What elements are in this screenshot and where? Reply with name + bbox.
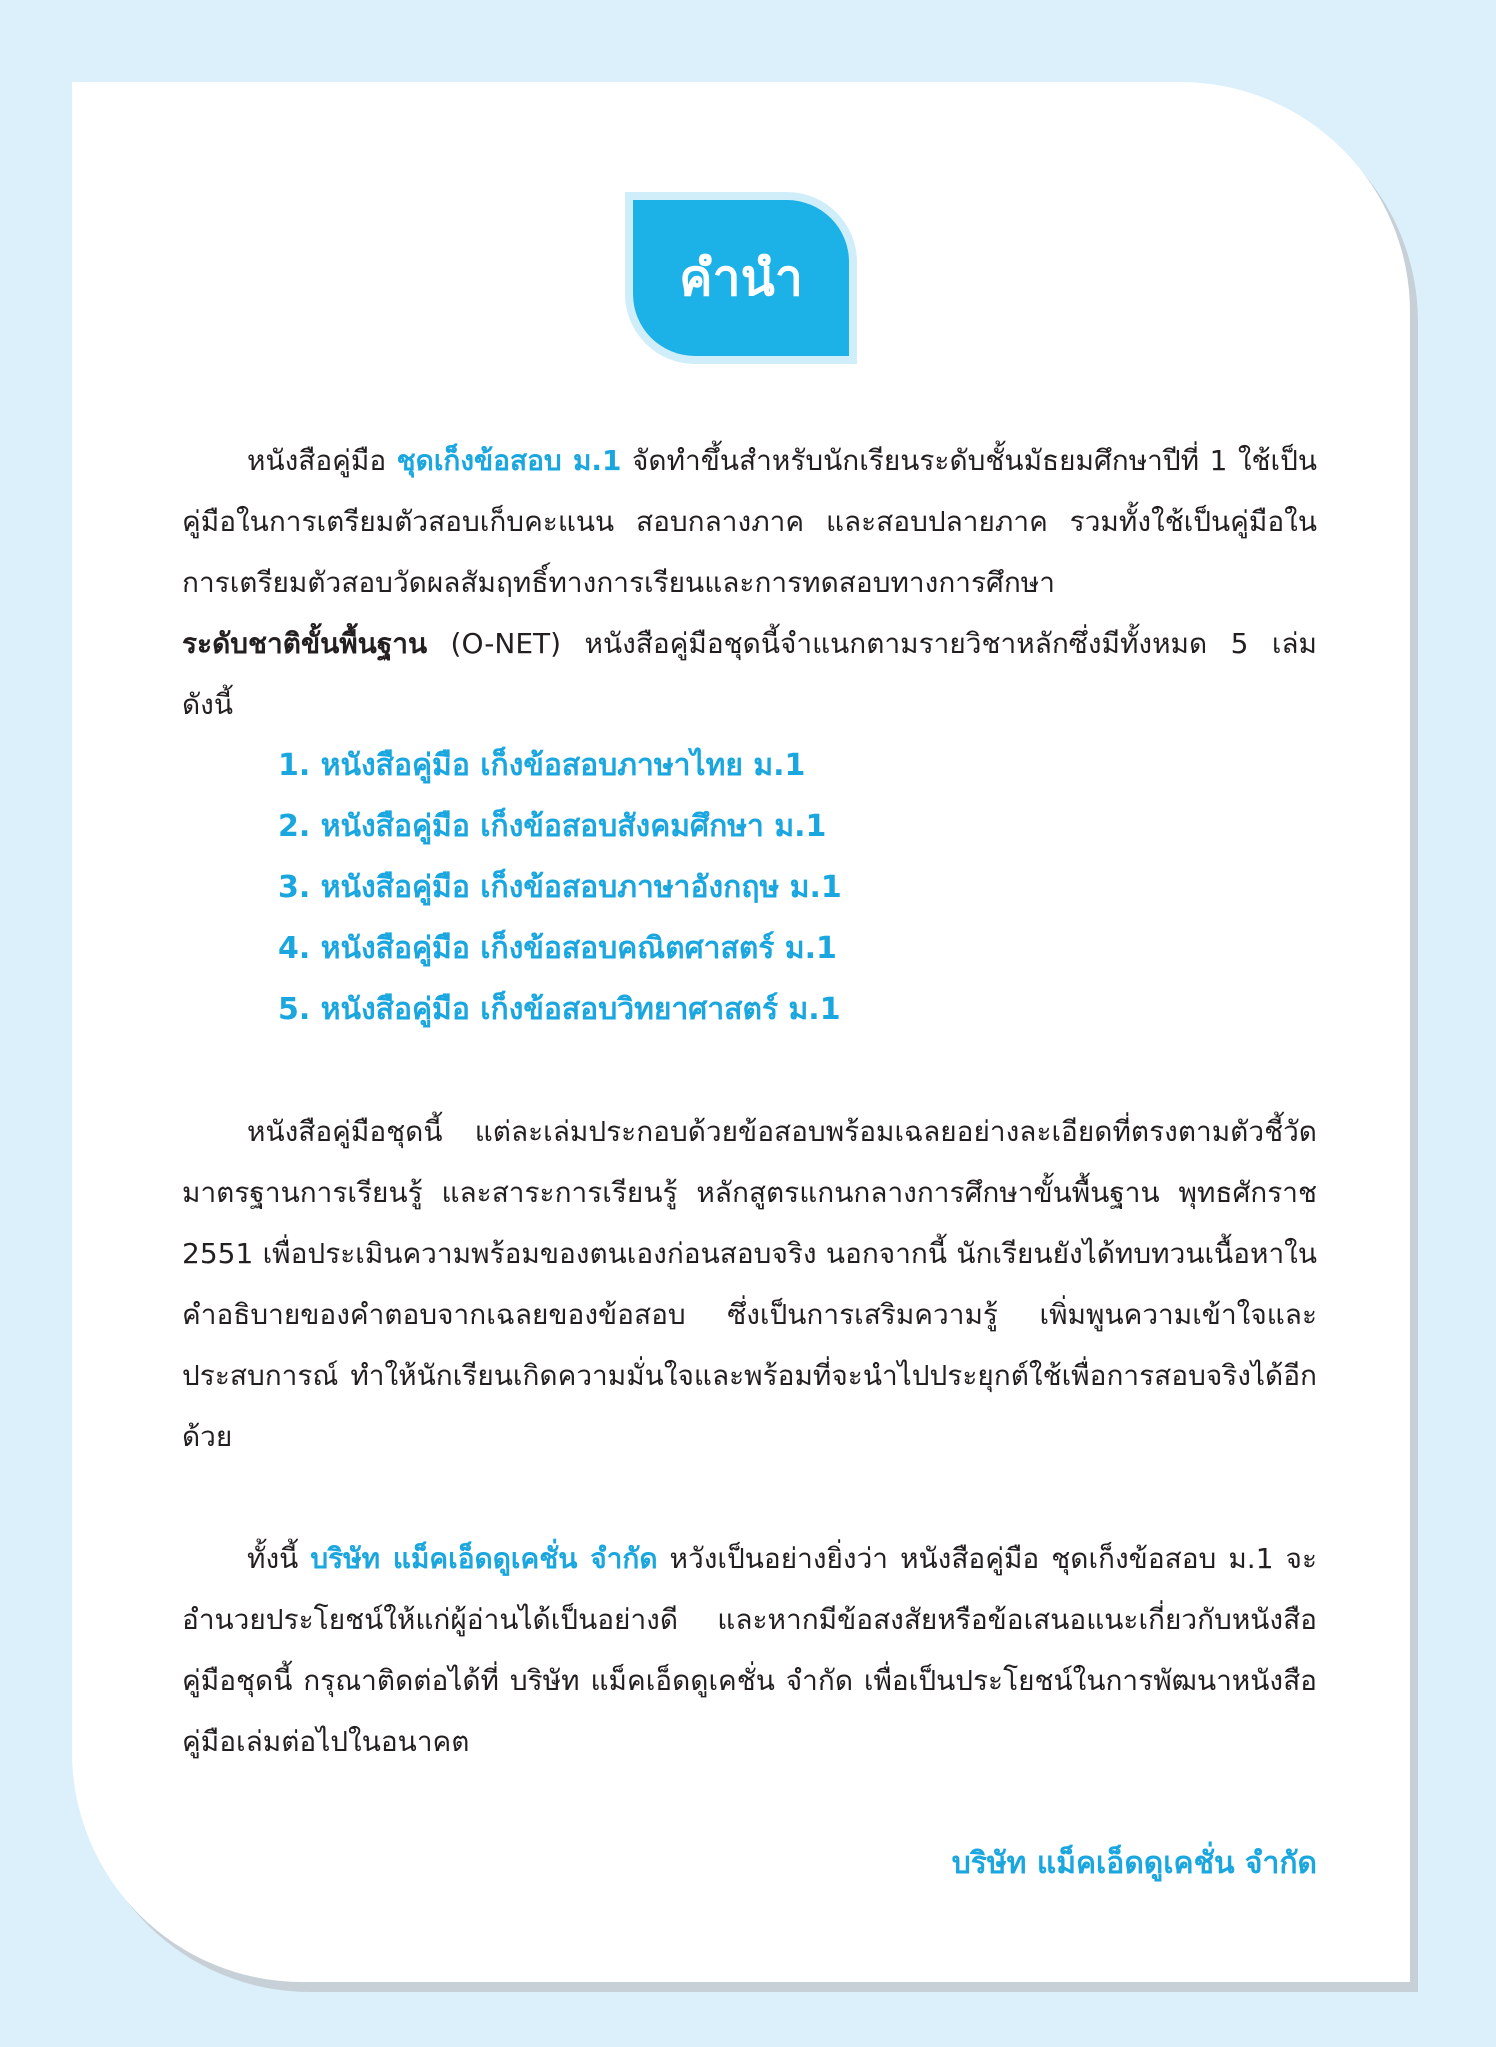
intro-paragraph bbox=[182, 430, 1317, 735]
book-list-item: 3. หนังสือคู่มือ เก็งข้อสอบภาษาอังกฤษ ม.1 bbox=[278, 870, 842, 905]
book-list bbox=[182, 735, 1317, 1040]
spacer bbox=[182, 1467, 1317, 1528]
company-name: บริษัท แม็คเอ็ดดูเคชั่น จำกัด bbox=[310, 1542, 658, 1575]
preface-body bbox=[182, 430, 1317, 1894]
intro-tail: (O-NET) หนังสือคู่มือชุดนี้จำแนกตามรายวิชาหลักซึ่งมีทั้งหมด 5 เล่ม ดังนี้ bbox=[182, 627, 1317, 721]
spacer bbox=[182, 1772, 1317, 1833]
heading-badge bbox=[625, 192, 857, 364]
onet-label: ระดับชาติขั้นพื้นฐาน bbox=[182, 627, 428, 660]
book-list-item: 2. หนังสือคู่มือ เก็งข้อสอบสังคมศึกษา ม.1 bbox=[278, 809, 827, 844]
book-list-item: 1. หนังสือคู่มือ เก็งข้อสอบภาษาไทย ม.1 bbox=[278, 748, 806, 783]
signature: บริษัท แม็คเอ็ดดูเคชั่น จำกัด bbox=[951, 1846, 1317, 1881]
content-paragraph: หนังสือคู่มือชุดนี้ แต่ละเล่มประกอบด้วยข้อสอบพร้อมเฉลยอย่างละเอียดที่ตรงตามตัวชี้วัด มาตรฐานการเรียนรู้ และสาระการเรียนรู้ หลักสูตรแกนกลางการศึกษาขั้นพื้นฐาน พุทธศักราช 2551 เพื่อประเมินความพร้อมของตนเองก่อนสอบจริง นอกจากนี้ นักเรียนยังได้ทบทวนเนื้อหาในคำอธิบายของคำตอบจากเฉลยของข้อสอบ ซึ่งเป็นการเสริมความรู้ เพิ่มพูนความเข้าใจและประสบการณ์ ทำให้นักเรียนเกิดความมั่นใจและพร้อมที่จะนำไปประยุกต์ใช้เพื่อการสอบจริงได้อีกด้วย bbox=[182, 1115, 1317, 1453]
book-list-item: 4. หนังสือคู่มือ เก็งข้อสอบคณิตศาสตร์ ม.1 bbox=[278, 931, 837, 966]
closing-tail: หวังเป็นอย่างยิ่งว่า หนังสือคู่มือ ชุดเก็งข้อสอบ ม.1 จะอำนวยประโยชน์ให้แก่ผู้อ่านได้เป็นอย่างดี และหากมีข้อสงสัยหรือข้อเสนอแนะเกี่ยวกับหนังสือคู่มือชุดนี้ กรุณาติดต่อได้ที่ บริษัท แม็คเอ็ดดูเคชั่น จำกัด เพื่อเป็นประโยชน์ในการพัฒนาหนังสือคู่มือเล่มต่อไปในอนาคต bbox=[182, 1542, 1318, 1758]
closing-paragraph bbox=[182, 1528, 1317, 1772]
closing-lead: ทั้งนี้ bbox=[247, 1542, 311, 1575]
intro-lead: หนังสือคู่มือ bbox=[247, 444, 397, 477]
series-name: ชุดเก็งข้อสอบ ม.1 bbox=[396, 444, 622, 477]
book-list-item: 5. หนังสือคู่มือ เก็งข้อสอบวิทยาศาสตร์ ม.1 bbox=[278, 992, 841, 1027]
heading-badge-fill bbox=[633, 200, 849, 356]
intro-mid: จัดทำขึ้นสำหรับนักเรียนระดับชั้นมัธยมศึกษาปีที่ 1 ใช้เป็นคู่มือในการเตรียมตัวสอบเก็บคะแนน สอบกลางภาค และสอบปลายภาค รวมทั้งใช้เป็นคู่มือในการเตรียมตัวสอบวัดผลสัมฤทธิ์ทางการเรียนและการทดสอบทางการศึกษา bbox=[182, 444, 1317, 599]
spacer bbox=[182, 1040, 1317, 1101]
page-title: คำนำ bbox=[679, 249, 803, 307]
